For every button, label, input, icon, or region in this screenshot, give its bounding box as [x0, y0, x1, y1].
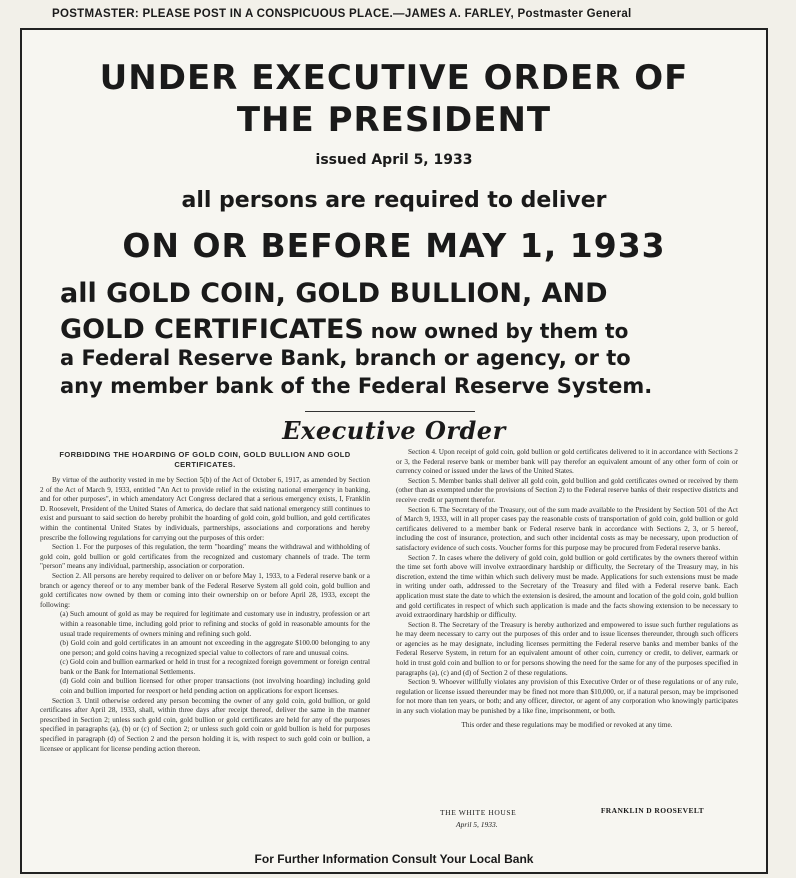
- order-paragraph: Section 3. Until otherwise ordered any person becoming the owner of any gold coin, gold bullion, or gold certificates after April 28, 1933, shall, within three days after receipt thereof, deliver the same in the manner prescribed in Section 2; unless such gold coin, gold bullion or gold certificates are held for any of the purposes specified in paragraphs (a), (b) or (c) of Section 2; or unless such gold coin or gold bullion is held for purposes specified in paragraph (d) of Section 2 and the person holding it is, with respect to such gold coin or bullion, a licensee or applicant for license pending action thereon.: [40, 696, 370, 753]
- order-right-column: [396, 448, 738, 848]
- poster: [20, 28, 768, 874]
- order-paragraph: Section 4. Upon receipt of gold coin, gold bullion or gold certificates delivered to it in accordance with Sections 2 or 3, the Federal reserve bank or member bank will pay therefor an equivalent amount of any other form of coin or currency coined or issued under the laws of the United States.: [396, 448, 738, 476]
- gold-line-2-tail: now owned by them to: [363, 319, 629, 343]
- signature-date: April 5, 1933.: [456, 820, 498, 829]
- closing-line: This order and these regulations may be modified or revoked at any time.: [461, 720, 673, 729]
- member-bank-line: any member bank of the Federal Reserve System.: [60, 374, 653, 398]
- exception-item: (a) Such amount of gold as may be required for legitimate and customary use in industry, profession or art within a reasonable time, including gold prior to refining and stocks of gold in reasonable amounts for the usual trade requirements of owners mining and refining such gold.: [60, 610, 370, 638]
- exception-item: (b) Gold coin and gold certificates in an amount not exceeding in the aggregate $100.00 belonging to any one person; and gold coins having a recognized special value to collectors of rare and unusual coins.: [60, 639, 370, 657]
- title-line-1: UNDER EXECUTIVE ORDER OF: [99, 58, 689, 98]
- order-paragraph: Section 7. In cases where the delivery of gold coin, gold bullion or gold certificates by the owners thereof within the time set forth above will involve extraordinary hardship or difficulty, the Secretary of the Treasury may, in his discretion, extend the time within which such delivery must be made. Applications for such extensions must be made in writing under oath, addressed to the Secretary of the Treasury and filed with a Federal reserve bank. Each application must state the date to which the extension is desired, the amount and location of the gold coin, gold bullion and gold certificates in respect of which such application is made and the facts showing extension to be necessary to avoid extraordinary hardship or difficulty.: [396, 553, 738, 620]
- exception-item: (d) Gold coin and bullion licensed for other proper transactions (not involving hoarding) including gold coin and bullion imported for reexport or held pending action on applications for export licenses.: [60, 677, 370, 696]
- divider: [305, 411, 475, 412]
- order-paragraph: Section 8. The Secretary of the Treasury is hereby authorized and empowered to issue such further regulations as he may deem necessary to carry out the purposes of this order and to issue licenses thereunder, through such officers or agencies as he may designate, including licenses permitting the Federal reserve banks and member banks of the Federal Reserve System, in return for an equivalent amount of other coin, currency or credit, to deliver, earmark or hold in trust gold coin and bullion to or for persons showing the need for the same for any of the purposes specified in paragraphs (a), (c) and (d) of Section 2 of these regulations.: [396, 620, 738, 677]
- order-paragraph: By virtue of the authority vested in me by Section 5(b) of the Act of October 6, 1917, as amended by Section 2 of the Act of March 9, 1933, entitled "An Act to provide relief in the existing national emergency in banking, and for other purposes", in which amendatory Act Congress declared that a serious emergency exists, I, Franklin D. Roosevelt, President of the United States of America, do declare that said national emergency still continues to exist and pursuant to said section do hereby prohibit the hoarding of gold coin, gold bullion, and gold certificates within the continental United States by individuals, partnerships, associations and corporations and hereby prescribe the following regulations for carrying out the purposes of this order:: [40, 476, 370, 542]
- deadline-line: ON OR BEFORE MAY 1, 1933: [122, 226, 666, 265]
- issued-date: issued April 5, 1933: [315, 152, 473, 168]
- white-house-label: THE WHITE HOUSE: [440, 808, 517, 817]
- order-paragraph: Section 9. Whoever willfully violates any provision of this Executive Order or of these regulations or of any rule, regulation or license issued thereunder may be fined not more than $10,000, or, if a natural person, may be imprisoned for not more than ten years, or both; and any officer, director, or agent of any corporation who knowingly participates in any such violation may be punished by a like fine, imprisonment, or both.: [396, 678, 738, 716]
- order-paragraph: Section 6. The Secretary of the Treasury, out of the sum made available to the President by Section 501 of the Act of March 9, 1933, will in all proper cases pay the reasonable costs of transportation of gold coin, gold bullion or gold certificates delivered to a member bank or Federal reserve bank in accordance with Sections 2, 3, or 5 hereof, including the cost of insurance, protection, and such other incidental costs as may be necessary, upon production of satisfactory evidence of such costs. Voucher forms for this purpose may be procured from Federal reserve banks.: [396, 505, 738, 552]
- order-left-column: [40, 448, 370, 848]
- footer-note: For Further Information Consult Your Local Bank: [254, 852, 534, 866]
- order-subtitle: FORBIDDING THE HOARDING OF GOLD COIN, GOLD BULLION AND GOLD CERTIFICATES.: [59, 450, 351, 469]
- gold-line-1: all GOLD COIN, GOLD BULLION, AND: [60, 278, 608, 309]
- signature-block: [396, 802, 738, 838]
- all-persons-line: all persons are required to deliver: [181, 188, 607, 213]
- order-paragraph: Section 2. All persons are hereby required to deliver on or before May 1, 1933, to a Federal reserve bank or a branch or agency thereof or to any member bank of the Federal Reserve System all gold coin, gold bullion and gold certificates now owned by them or coming into their ownership on or before April 28, 1933, except the following:: [40, 571, 370, 609]
- title-line-2: THE PRESIDENT: [236, 100, 552, 140]
- federal-reserve-line: a Federal Reserve Bank, branch or agency, or to: [60, 346, 631, 370]
- order-paragraph: Section 5. Member banks shall deliver all gold coin, gold bullion and gold certificates owned or received by them (other than as exempted under the provisions of Section 2) to the Federal reserve banks of their respective districts and receive credit or payment therefor.: [396, 476, 738, 504]
- exception-item: (c) Gold coin and bullion earmarked or held in trust for a recognized foreign government or foreign central bank or the Bank for International Settlements.: [60, 658, 370, 676]
- executive-order-title: Executive Order: [282, 416, 506, 445]
- order-paragraph: Section 1. For the purposes of this regulation, the term "hoarding" means the withdrawal and withholding of gold coin, gold bullion or gold certificates from the recognized and customary channels of trade. The term "person" means any individual, partnership, association or corporation.: [40, 543, 370, 571]
- gold-line-2: [60, 314, 628, 345]
- president-signature: FRANKLIN D ROOSEVELT: [600, 806, 704, 815]
- gold-certificates-text: GOLD CERTIFICATES: [60, 314, 364, 345]
- postmaster-notice: POSTMASTER: PLEASE POST IN A CONSPICUOUS PLACE.—JAMES A. FARLEY, Postmaster General: [52, 8, 632, 20]
